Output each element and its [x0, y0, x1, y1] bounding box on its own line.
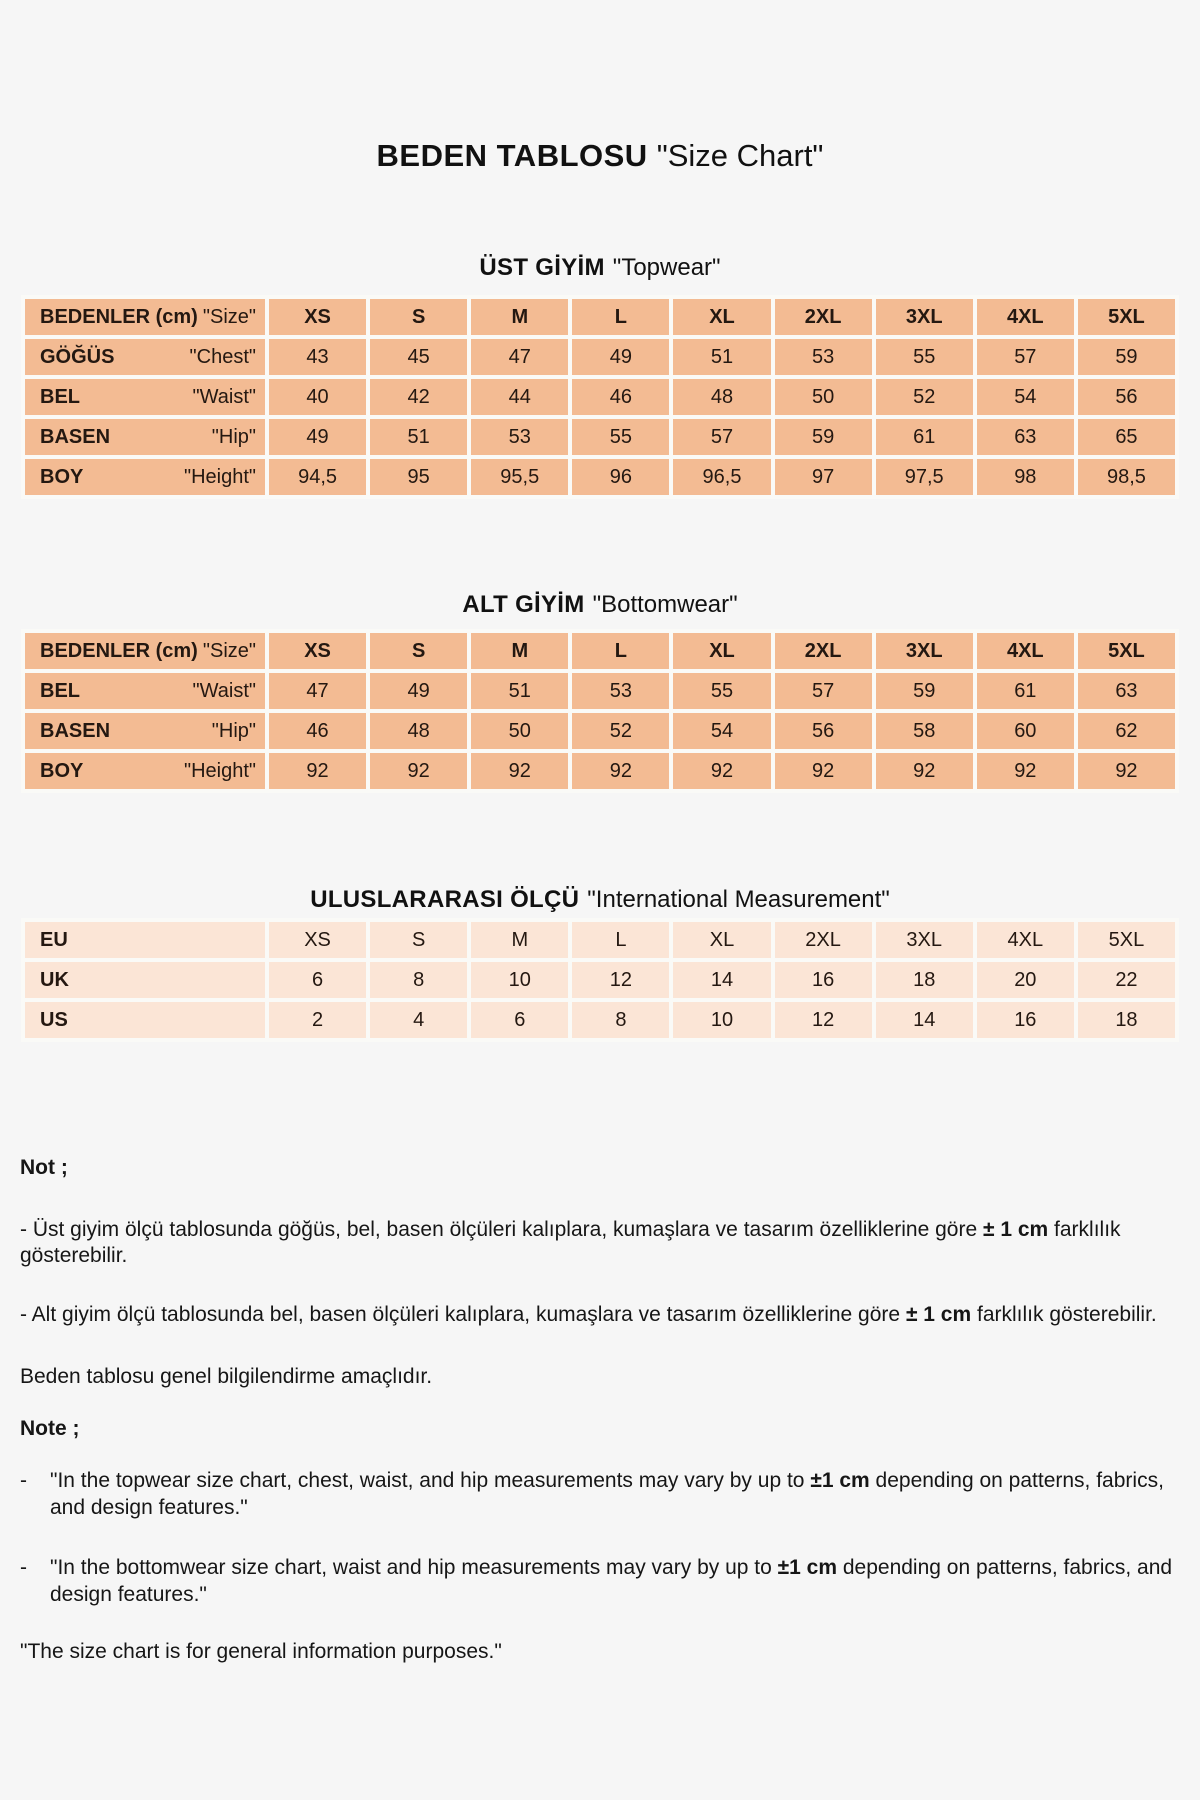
value-cell: 57 [775, 673, 872, 709]
value-cell: 56 [775, 713, 872, 749]
row-label: BEL [40, 385, 80, 408]
value-cell: 16 [775, 962, 872, 998]
text-segment: ±1 cm [777, 1556, 838, 1579]
row-label: EU [40, 928, 68, 951]
table-row [25, 299, 1175, 335]
value-cell: 4XL [977, 922, 1074, 958]
value-cell: 95,5 [471, 459, 568, 495]
row-label-cell [25, 419, 265, 455]
note-en-topwear-text [50, 1467, 1182, 1521]
value-cell: 49 [370, 673, 467, 709]
row-label-cell [25, 299, 265, 335]
value-cell: 51 [673, 339, 770, 375]
row-label-cell [25, 673, 265, 709]
text-segment: farklılık gösterebilir. [971, 1303, 1157, 1326]
row-label-cell [25, 962, 265, 998]
value-cell: 60 [977, 713, 1074, 749]
value-cell: 52 [572, 713, 669, 749]
row-label-en: "Waist" [192, 385, 256, 408]
page-title [0, 138, 1200, 174]
value-cell: 94,5 [269, 459, 366, 495]
table-row [25, 962, 1175, 998]
value-cell: XS [269, 633, 366, 669]
value-cell: L [572, 633, 669, 669]
value-cell: 63 [1078, 673, 1175, 709]
value-cell: 46 [572, 379, 669, 415]
value-cell: 49 [269, 419, 366, 455]
value-cell: 18 [876, 962, 973, 998]
international-heading-en: "International Measurement" [587, 886, 890, 913]
value-cell: 50 [471, 713, 568, 749]
value-cell: 53 [775, 339, 872, 375]
value-cell: 5XL [1078, 299, 1175, 335]
value-cell: XL [673, 299, 770, 335]
row-label-en: "Height" [183, 759, 256, 782]
value-cell: 61 [876, 419, 973, 455]
value-cell: 44 [471, 379, 568, 415]
row-label: BEL [40, 679, 80, 702]
row-label: UK [40, 968, 69, 991]
international-heading [0, 886, 1200, 914]
value-cell: 54 [977, 379, 1074, 415]
row-label-cell [25, 339, 265, 375]
international-table [21, 918, 1179, 1042]
table-row [25, 379, 1175, 415]
table-row [25, 673, 1175, 709]
value-cell: 6 [471, 1002, 568, 1038]
value-cell: 57 [977, 339, 1074, 375]
row-label: BOY [40, 759, 84, 782]
value-cell: 5XL [1078, 633, 1175, 669]
value-cell: 10 [471, 962, 568, 998]
value-cell: 12 [572, 962, 669, 998]
value-cell: 96,5 [673, 459, 770, 495]
value-cell: 2 [269, 1002, 366, 1038]
value-cell: 92 [269, 753, 366, 789]
topwear-heading [0, 254, 1200, 282]
row-label-cell [25, 753, 265, 789]
value-cell: 3XL [876, 922, 973, 958]
value-cell: 4XL [977, 299, 1074, 335]
row-label-cell [25, 379, 265, 415]
value-cell: 45 [370, 339, 467, 375]
value-cell: 46 [269, 713, 366, 749]
bullet-dash: - [20, 1469, 27, 1492]
value-cell: 53 [572, 673, 669, 709]
value-cell: M [471, 299, 568, 335]
value-cell: S [370, 922, 467, 958]
table-row [25, 339, 1175, 375]
note-label-tr: Not ; [20, 1156, 68, 1179]
value-cell: 98,5 [1078, 459, 1175, 495]
text-segment: ± 1 cm [982, 1218, 1049, 1241]
international-heading-tr: ULUSLARARASI ÖLÇÜ [310, 886, 580, 913]
value-cell: 92 [673, 753, 770, 789]
value-cell: XL [673, 922, 770, 958]
value-cell: 92 [977, 753, 1074, 789]
value-cell: 14 [673, 962, 770, 998]
value-cell: S [370, 633, 467, 669]
value-cell: 92 [775, 753, 872, 789]
value-cell: 50 [775, 379, 872, 415]
topwear-heading-tr: ÜST GİYİM [479, 254, 605, 281]
value-cell: 57 [673, 419, 770, 455]
value-cell: 92 [370, 753, 467, 789]
page-title-tr: BEDEN TABLOSU [376, 138, 648, 173]
value-cell: XS [269, 299, 366, 335]
row-label-cell [25, 713, 265, 749]
note-en-topwear [20, 1467, 1182, 1521]
row-label: GÖĞÜS [40, 345, 115, 368]
row-label-en: "Hip" [211, 719, 256, 742]
value-cell: 59 [775, 419, 872, 455]
value-cell: 52 [876, 379, 973, 415]
value-cell: M [471, 922, 568, 958]
value-cell: 2XL [775, 299, 872, 335]
value-cell: 6 [269, 962, 366, 998]
value-cell: 10 [673, 1002, 770, 1038]
value-cell: 18 [1078, 1002, 1175, 1038]
value-cell: 12 [775, 1002, 872, 1038]
value-cell: 4 [370, 1002, 467, 1038]
value-cell: 4XL [977, 633, 1074, 669]
table-row [25, 1002, 1175, 1038]
value-cell: 40 [269, 379, 366, 415]
value-cell: 55 [673, 673, 770, 709]
value-cell: 56 [1078, 379, 1175, 415]
table-row [25, 633, 1175, 669]
row-label-cell [25, 633, 265, 669]
row-label: BEDENLER (cm) [40, 305, 198, 328]
value-cell: 49 [572, 339, 669, 375]
table-row [25, 459, 1175, 495]
text-segment: "In the topwear size chart, chest, waist, and hip measurements may vary by up to [50, 1469, 811, 1492]
value-cell: 48 [370, 713, 467, 749]
value-cell: 14 [876, 1002, 973, 1038]
value-cell: 16 [977, 1002, 1074, 1038]
value-cell: 51 [370, 419, 467, 455]
value-cell: 58 [876, 713, 973, 749]
text-segment: - Üst giyim ölçü tablosunda göğüs, bel, basen ölçüleri kalıplara, kumaşlara ve tasarım özelliklerine göre [20, 1218, 983, 1241]
value-cell: 5XL [1078, 922, 1175, 958]
value-cell: L [572, 922, 669, 958]
value-cell: 97,5 [876, 459, 973, 495]
text-segment: ±1 cm [810, 1469, 870, 1492]
note-tr-bottomwear [20, 1302, 1182, 1328]
bottomwear-heading-tr: ALT GİYİM [462, 591, 585, 618]
note-tr-topwear [20, 1217, 1182, 1269]
row-label-en: "Chest" [189, 345, 256, 368]
value-cell: 92 [471, 753, 568, 789]
value-cell: 8 [572, 1002, 669, 1038]
row-label: BEDENLER (cm) [40, 639, 198, 662]
text-segment: depending on patterns, fabrics, and design features." [50, 1556, 1173, 1606]
value-cell: 92 [1078, 753, 1175, 789]
note-tr-general: Beden tablosu genel bilgilendirme amaçlıdır. [20, 1365, 433, 1388]
value-cell: 2XL [775, 922, 872, 958]
note-label-en: Note ; [20, 1417, 80, 1440]
value-cell: L [572, 299, 669, 335]
value-cell: S [370, 299, 467, 335]
value-cell: 63 [977, 419, 1074, 455]
row-label-cell [25, 459, 265, 495]
value-cell: 22 [1078, 962, 1175, 998]
value-cell: 62 [1078, 713, 1175, 749]
table-row [25, 753, 1175, 789]
value-cell: 55 [572, 419, 669, 455]
value-cell: 54 [673, 713, 770, 749]
value-cell: 55 [876, 339, 973, 375]
row-label: BOY [40, 465, 84, 488]
value-cell: 2XL [775, 633, 872, 669]
value-cell: 98 [977, 459, 1074, 495]
value-cell: XS [269, 922, 366, 958]
topwear-table [21, 295, 1179, 499]
page-title-en: "Size Chart" [656, 138, 824, 173]
value-cell: 3XL [876, 633, 973, 669]
value-cell: 51 [471, 673, 568, 709]
value-cell: 47 [471, 339, 568, 375]
row-label-en: "Hip" [211, 425, 256, 448]
text-segment: "In the bottomwear size chart, waist and hip measurements may vary by up to [50, 1556, 778, 1579]
value-cell: 92 [572, 753, 669, 789]
notes-section [20, 1155, 1182, 1665]
value-cell: 96 [572, 459, 669, 495]
row-label-en: "Size" [202, 305, 256, 328]
value-cell: 92 [876, 753, 973, 789]
value-cell: 3XL [876, 299, 973, 335]
row-label-en: "Height" [183, 465, 256, 488]
text-segment: farklılık gösterebilir. [20, 1218, 1121, 1267]
value-cell: 20 [977, 962, 1074, 998]
note-en-general: "The size chart is for general information purposes." [20, 1640, 502, 1663]
row-label: BASEN [40, 719, 111, 742]
table-row [25, 922, 1175, 958]
bullet-dash: - [20, 1556, 27, 1579]
value-cell: 59 [876, 673, 973, 709]
row-label-cell [25, 1002, 265, 1038]
value-cell: M [471, 633, 568, 669]
value-cell: 47 [269, 673, 366, 709]
topwear-heading-en: "Topwear" [612, 254, 721, 281]
value-cell: 97 [775, 459, 872, 495]
row-label: US [40, 1008, 68, 1031]
value-cell: XL [673, 633, 770, 669]
table-row [25, 713, 1175, 749]
bottomwear-heading [0, 591, 1200, 619]
value-cell: 42 [370, 379, 467, 415]
row-label-en: "Size" [202, 639, 256, 662]
value-cell: 53 [471, 419, 568, 455]
text-segment: - Alt giyim ölçü tablosunda bel, basen ölçüleri kalıplara, kumaşlara ve tasarım özelliklerine göre [20, 1303, 906, 1326]
value-cell: 8 [370, 962, 467, 998]
value-cell: 65 [1078, 419, 1175, 455]
value-cell: 95 [370, 459, 467, 495]
table-row [25, 419, 1175, 455]
row-label-en: "Waist" [192, 679, 256, 702]
row-label: BASEN [40, 425, 111, 448]
value-cell: 43 [269, 339, 366, 375]
note-en-bottomwear-text [50, 1554, 1182, 1608]
value-cell: 59 [1078, 339, 1175, 375]
value-cell: 48 [673, 379, 770, 415]
row-label-cell [25, 922, 265, 958]
bottomwear-table [21, 629, 1179, 793]
bottomwear-heading-en: "Bottomwear" [592, 591, 738, 618]
text-segment: ± 1 cm [905, 1303, 972, 1326]
note-en-bottomwear [20, 1554, 1182, 1608]
value-cell: 61 [977, 673, 1074, 709]
text-segment: depending on patterns, fabrics, and design features." [50, 1469, 1164, 1519]
